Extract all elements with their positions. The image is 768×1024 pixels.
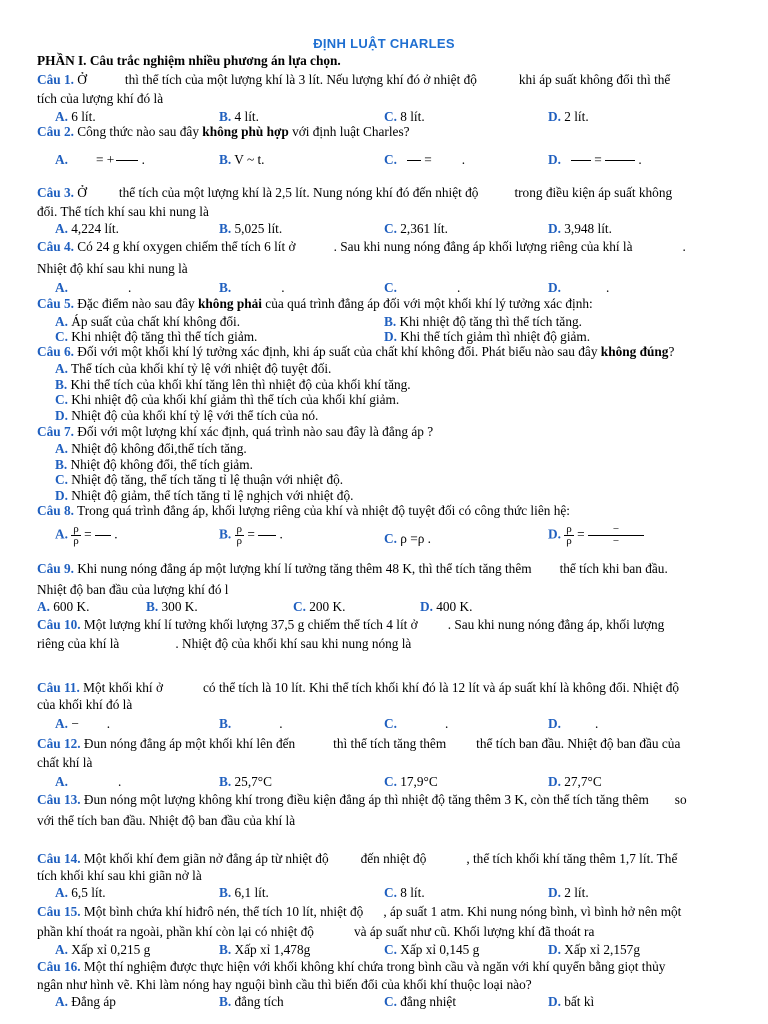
question-text: Nhiệt độ khí sau khi nung là — [37, 261, 188, 276]
question-number: Câu 6. — [37, 344, 74, 359]
question-text: thì thể tích của một lượng khí là 3 lít. Nếu lượng khí đó ở nhiệt độ — [124, 72, 477, 87]
option-d: D. bất kì — [548, 994, 595, 1009]
option-b: B. 4 lít. — [219, 109, 259, 124]
option-c: C. 8 lít. — [384, 109, 425, 124]
option-c: C. = . — [384, 152, 466, 167]
question-text: chất khí là — [37, 755, 93, 770]
option-b: B. . — [219, 280, 285, 295]
question-16: Câu 16. Một thí nghiệm được thực hiện với khối không khí chứa trong bình cầu và ngăn với khí quyển bằng giọt thủy — [37, 959, 666, 974]
section-heading: PHẦN I. Câu trắc nghiệm nhiều phương án lựa chọn. — [37, 53, 341, 68]
question-12: Câu 12. Đun nóng đẳng áp một khối khí lên đến thì thể tích tăng thêm thể tích ban đầu. Nhiệt độ ban đầu của — [37, 736, 681, 751]
option-c: C. . — [384, 280, 461, 295]
question-8: Câu 8. Trong quá trình đẳng áp, khối lượng riêng của khí và nhiệt độ tuyệt đối có công thức liên hệ: — [37, 503, 570, 518]
option-b: B. $\frac{\rho}{\rho}$ = . — [219, 523, 283, 547]
question-7: Câu 7. Đối với một lượng khí xác định, quá trình nào sau đây là đẳng áp ? — [37, 424, 434, 439]
option-a: A. Nhiệt độ không đổi,thể tích tăng. — [55, 441, 247, 456]
question-11: Câu 11. Một khối khí ở có thể tích là 10 lít. Khi thể tích khối khí đó là 12 lít và áp suất khí là không đổi. Nhiệt độ — [37, 680, 680, 695]
option-d: D. $\frac{\rho}{\rho}$ = $\frac{-}{-}$ — [548, 524, 644, 547]
option-c: C. . — [384, 716, 449, 731]
question-4: Câu 4. Có 24 g khí oxygen chiếm thể tích 6 lít ở . Sau khi nung nóng đẳng áp khối lượng riêng của khí là . — [37, 239, 686, 254]
question-text: tích của lượng khí đó là — [37, 91, 164, 106]
option-c: C. ρ =ρ . — [384, 531, 432, 546]
question-text: phần khí thoát ra ngoài, phần khí còn lại có nhiệt độ và áp suất như cũ. Khối lượng khí đã thoát ra — [37, 924, 595, 939]
option-d: D. Xấp xỉ 2,157g — [548, 942, 640, 957]
question-number: Câu 7. — [37, 424, 74, 439]
option-d: D. . — [548, 716, 599, 731]
option-d: D. Nhiệt độ giảm, thể tích tăng tỉ lệ nghịch với nhiệt độ. — [55, 488, 354, 503]
question-number: Câu 15. — [37, 904, 81, 919]
question-text: với thể tích ban đầu. Nhiệt độ ban đầu của khí là — [37, 813, 296, 828]
option-c: C. 200 K. — [293, 599, 346, 614]
option-d: D. 400 K. — [420, 599, 473, 614]
option-b: B. 300 K. — [146, 599, 198, 614]
question-5: Câu 5. Đặc điểm nào sau đây không phải của quá trình đẳng áp đối với một khối khí lý tưởng xác định: — [37, 296, 593, 311]
question-number: Câu 13. — [37, 792, 81, 807]
document-title: ĐỊNH LUẬT CHARLES — [313, 36, 455, 51]
option-a: A. 4,224 lít. — [55, 221, 119, 236]
question-text: ngân như hình vẽ. Khi làm nóng hay nguội bình cầu thì biến đổi của khối khí thuộc loại nào? — [37, 977, 532, 992]
option-b: B. 5,025 lít. — [219, 221, 283, 236]
question-number: Câu 12. — [37, 736, 81, 751]
question-13: Câu 13. Đun nóng một lượng không khí trong điều kiện đẳng áp thì nhiệt độ tăng thêm 3 K, còn thể tích tăng thêm so — [37, 792, 687, 807]
question-3: Câu 3. Ở thể tích của một lượng khí là 2,5 lít. Nung nóng khí đó đến nhiệt độ trong điều kiện áp suất không — [37, 185, 673, 200]
question-number: Câu 9. — [37, 561, 74, 576]
question-9: Câu 9. Khi nung nóng đẳng áp một lượng khí lí tưởng tăng thêm 48 K, thì thể tích tăng thêm thể tích khi ban đầu. — [37, 561, 668, 576]
question-number: Câu 10. — [37, 617, 81, 632]
option-b: B. Nhiệt độ không đổi, thể tích giảm. — [55, 457, 253, 472]
option-a: A. 6 lít. — [55, 109, 96, 124]
option-b: B. Khi nhiệt độ tăng thì thể tích tăng. — [384, 314, 582, 329]
option-d: D. 2 lít. — [548, 885, 589, 900]
option-c: C. Khi nhiệt độ của khối khí giảm thì thể tích của khối khí giảm. — [55, 392, 400, 407]
option-a: A. $\frac{\rho}{\rho}$ = . — [55, 523, 118, 547]
option-a: A. Xấp xỉ 0,215 g — [55, 942, 151, 957]
option-a: A. Đẳng áp — [55, 994, 116, 1009]
option-a: A. . — [55, 280, 132, 295]
question-14: Câu 14. Một khối khí đem giãn nở đẳng áp từ nhiệt độ đến nhiệt độ , thể tích khối khí tăng thêm 1,7 lít. Thể — [37, 851, 678, 866]
option-a: A. Thể tích của khối khí tỷ lệ với nhiệt độ tuyệt đối. — [55, 361, 332, 376]
option-a: A. Áp suất của chất khí không đổi. — [55, 314, 241, 329]
question-2: Câu 2. Công thức nào sau đây không phù hợp với định luật Charles? — [37, 124, 410, 139]
option-a: A. 600 K. — [37, 599, 90, 614]
question-text: đổi. Thể tích khí sau khi nung là — [37, 204, 209, 219]
question-number: Câu 2. — [37, 124, 74, 139]
option-c: C. 17,9°C — [384, 774, 438, 789]
option-d: D. Khi thể tích giảm thì nhiệt độ giảm. — [384, 329, 591, 344]
question-10: Câu 10. Một lượng khí lí tưởng khối lượng 37,5 g chiếm thể tích 4 lít ở . Sau khi nung nóng đẳng áp, khối lượng — [37, 617, 665, 632]
question-text: Nhiệt độ ban đầu của lượng khí đó l — [37, 582, 229, 597]
option-c: C. Nhiệt độ tăng, thể tích tăng tỉ lệ thuận với nhiệt độ. — [55, 472, 344, 487]
question-number: Câu 11. — [37, 680, 80, 695]
option-b: B. . — [219, 716, 283, 731]
option-d: D. 2 lít. — [548, 109, 589, 124]
question-15: Câu 15. Một bình chứa khí hiđrô nén, thể tích 10 lít, nhiệt độ , áp suất 1 atm. Khi nung nóng bình, vì bình hở nên một — [37, 904, 682, 919]
option-d: D. = . — [548, 152, 642, 167]
option-b: B. 25,7°C — [219, 774, 272, 789]
question-number: Câu 1. — [37, 72, 74, 87]
question-number: Câu 4. — [37, 239, 74, 254]
question-number: Câu 3. — [37, 185, 74, 200]
question-text: riêng của khí là . Nhiệt độ của khối khí sau khi nung nóng là — [37, 636, 412, 651]
option-c: C. Xấp xỉ 0,145 g — [384, 942, 480, 957]
question-number: Câu 16. — [37, 959, 81, 974]
option-c: C. Khi nhiệt độ tăng thì thể tích giảm. — [55, 329, 258, 344]
option-b: B. đẳng tích — [219, 994, 284, 1009]
question-text: của khối khí đó là — [37, 697, 133, 712]
option-d: D. . — [548, 280, 610, 295]
option-d: D. Nhiệt độ của khối khí tỷ lệ với thể tích của nó. — [55, 408, 319, 423]
option-a: A. . — [55, 774, 122, 789]
option-a: A. = + . — [55, 152, 145, 167]
question-1 — [37, 72, 670, 88]
option-a: A. − . — [55, 716, 111, 731]
option-c: C. 2,361 lít. — [384, 221, 448, 236]
option-b: B. 6,1 lít. — [219, 885, 269, 900]
question-text: Ở — [73, 72, 87, 87]
question-text: tích khối khí sau khi giãn nở là — [37, 868, 202, 883]
option-b: B. V ~ t. — [219, 152, 265, 167]
question-number: Câu 14. — [37, 851, 81, 866]
question-number: Câu 8. — [37, 503, 74, 518]
option-d: D. 27,7°C — [548, 774, 602, 789]
option-a: A. 6,5 lít. — [55, 885, 106, 900]
option-b: B. Xấp xỉ 1,478g — [219, 942, 311, 957]
option-d: D. 3,948 lít. — [548, 221, 612, 236]
option-b: B. Khi thể tích của khối khí tăng lên thì nhiệt độ của khối khí tăng. — [55, 377, 411, 392]
question-text: khi áp suất không đổi thì thể — [518, 72, 671, 87]
option-c: C. đẳng nhiệt — [384, 994, 457, 1009]
option-c: C. 8 lít. — [384, 885, 425, 900]
question-number: Câu 5. — [37, 296, 74, 311]
question-6: Câu 6. Đối với một khối khí lý tưởng xác định, khi áp suất của chất khí không đổi. Phát biểu nào sau đây không đúng? — [37, 344, 675, 359]
